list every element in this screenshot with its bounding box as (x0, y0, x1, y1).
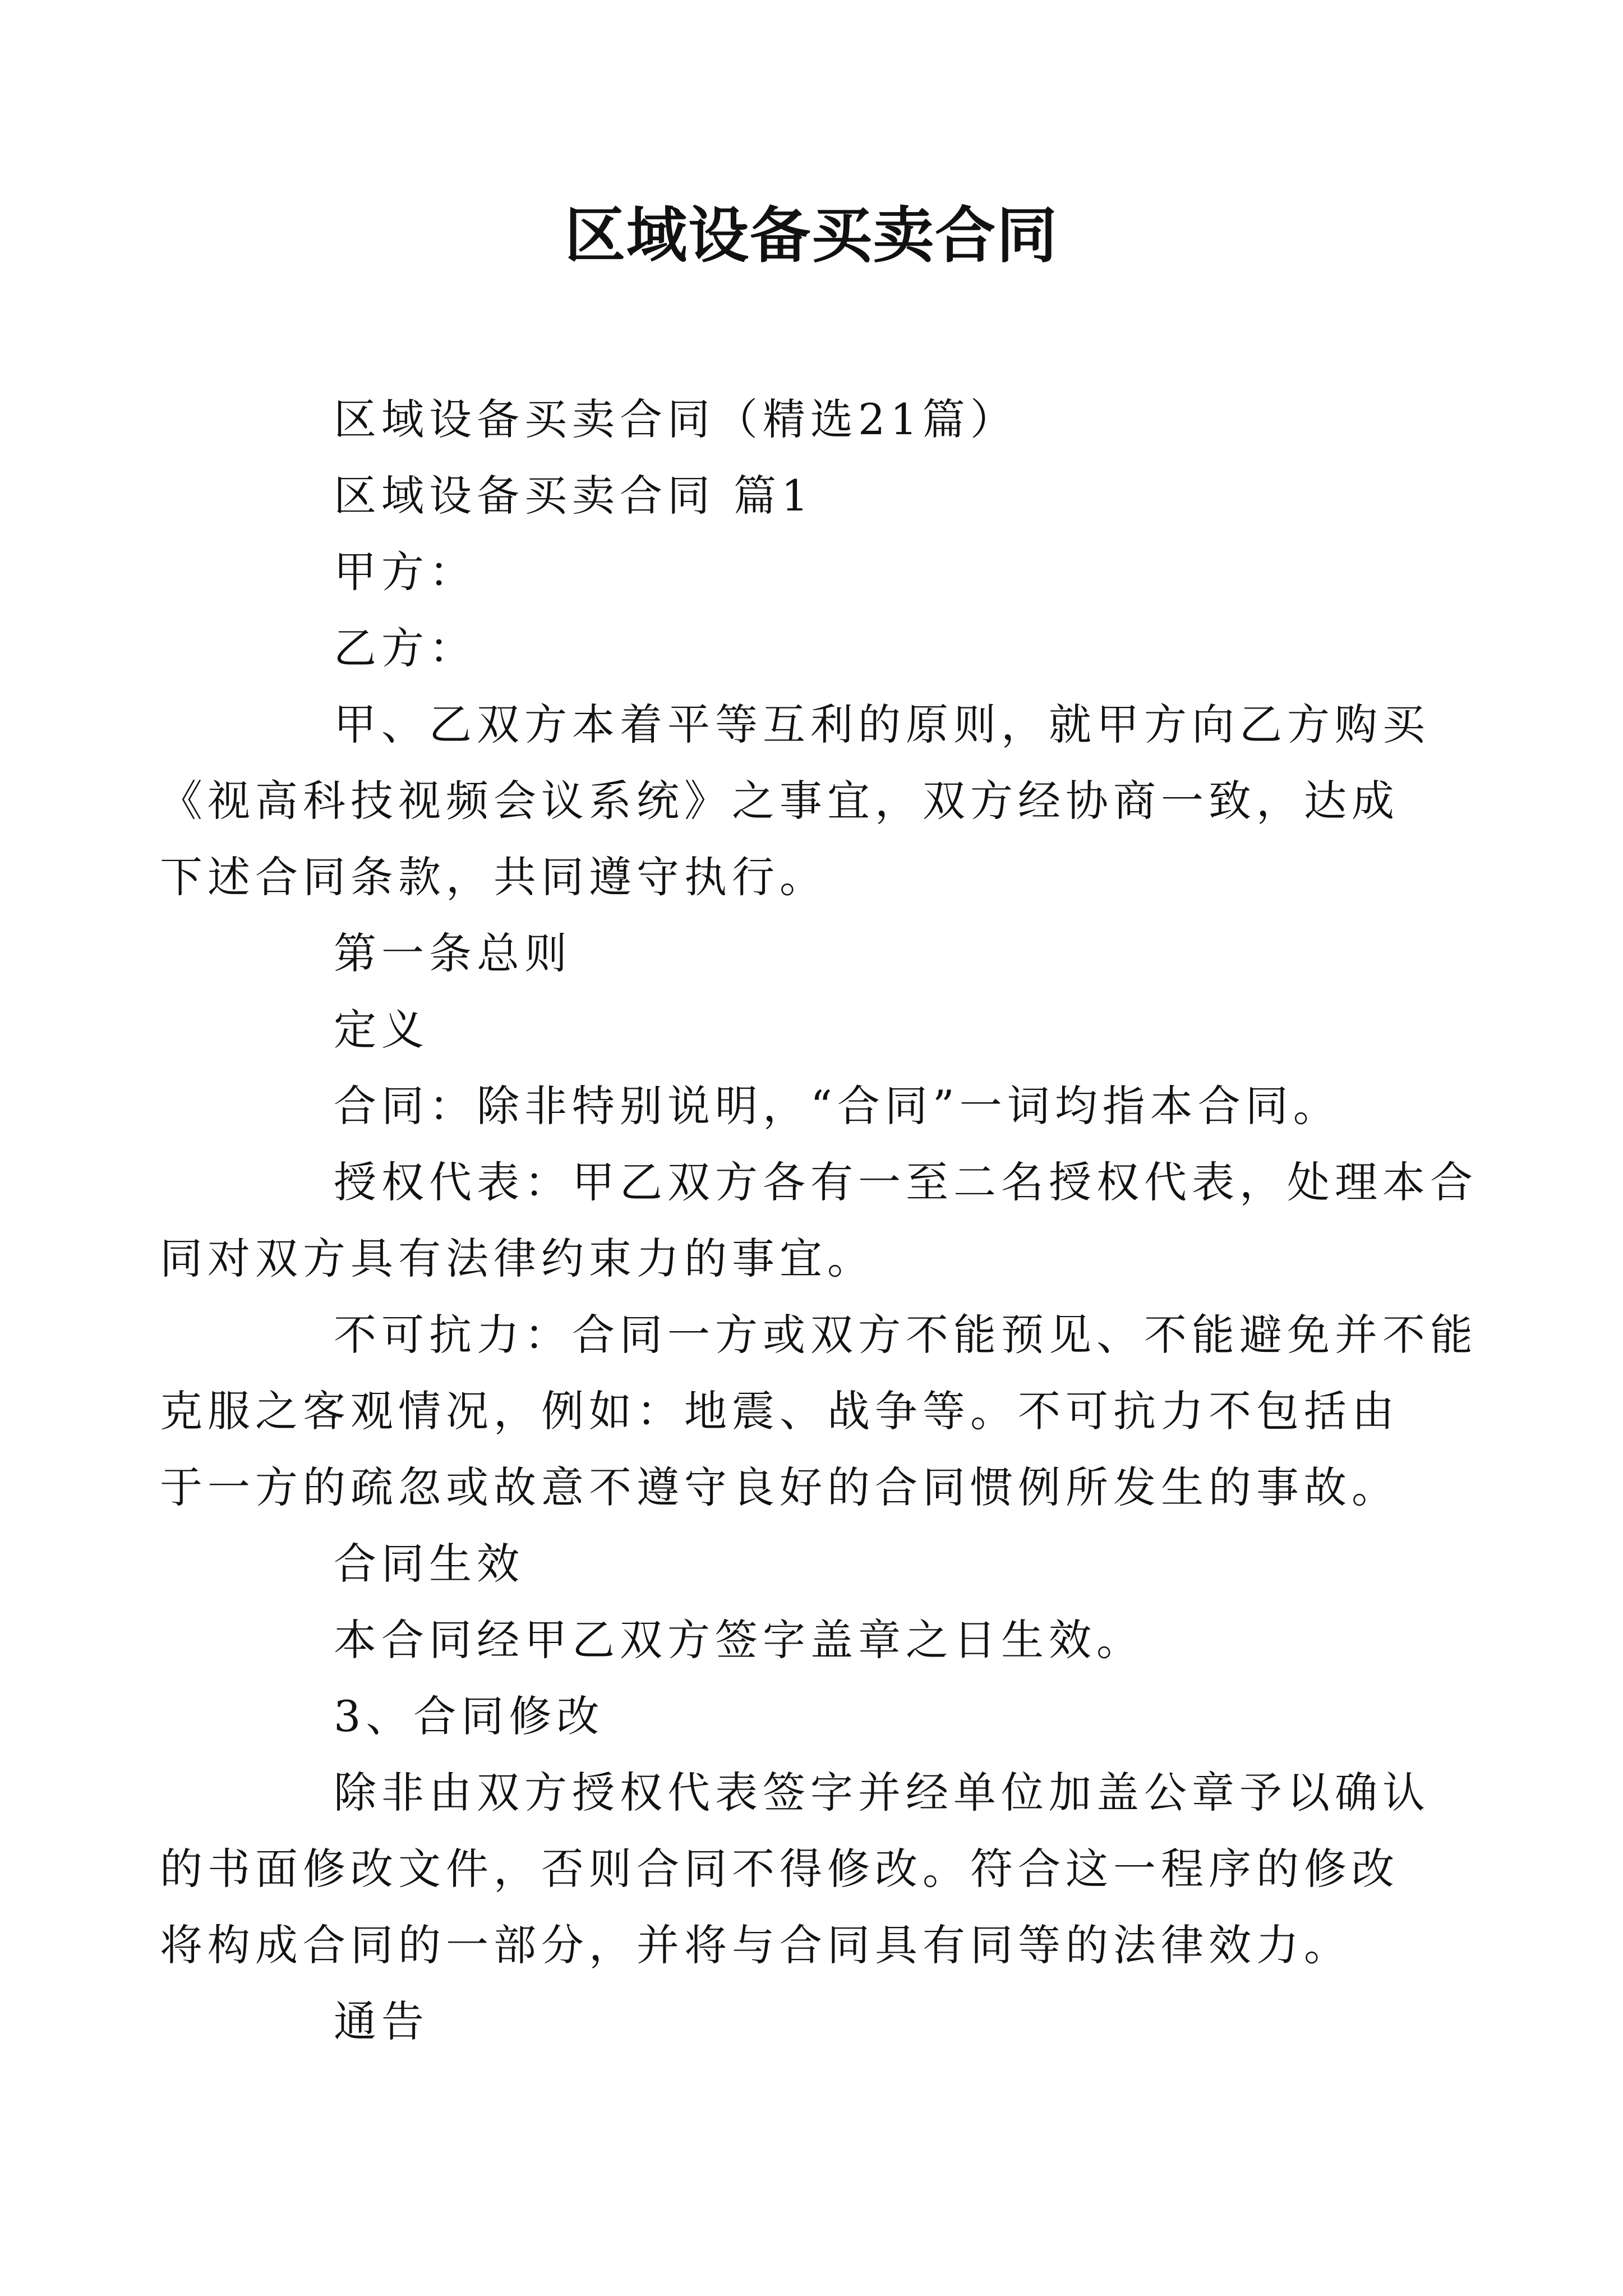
text-line: 区域设备买卖合同 篇1 (334, 471, 814, 521)
text-line: 通告 (334, 1996, 429, 2046)
text-line: 不可抗力：合同一方或双方不能预见、不能避免并不能 (334, 1310, 1478, 1360)
text-line: 同对双方具有法律约束力的事宜。 (160, 1234, 875, 1283)
paragraph-preamble (160, 687, 1430, 915)
text-line: 的书面修改文件，否则合同不得修改。符合这一程序的修改 (160, 1844, 1399, 1894)
paragraph-section-heading (247, 458, 1391, 534)
paragraph-notice-heading (247, 1984, 1391, 2060)
text-line: 3、合同修改 (334, 1691, 605, 1741)
text-line: 克服之客观情况，例如：地震、战争等。不可抗力不包括由 (160, 1386, 1399, 1436)
text-line: 乙方： (334, 623, 477, 673)
text-line: 除非由双方授权代表签字并经单位加盖公章予以确认 (334, 1768, 1430, 1818)
paragraph-contract-definition (247, 1068, 1391, 1144)
text-line: 定义 (334, 1005, 429, 1055)
paragraph-subtitle (247, 381, 1391, 458)
paragraph-effectiveness-heading (247, 1526, 1391, 1602)
text-line: 将构成合同的一部分，并将与合同具有同等的法律效力。 (160, 1920, 1352, 1970)
text-line: 合同生效 (334, 1539, 524, 1589)
text-line: 第一条总则 (334, 928, 572, 978)
text-line: 本合同经甲乙双方签字盖章之日生效。 (334, 1615, 1144, 1665)
paragraph-amendment (160, 1755, 1430, 1984)
paragraph-party-b (247, 610, 1391, 687)
text-line: 于一方的疏忽或故意不遵守良好的合同惯例所发生的事故。 (160, 1462, 1399, 1512)
paragraph-party-a (247, 534, 1391, 610)
paragraph-amendment-heading (247, 1678, 1391, 1755)
document-body (160, 381, 1478, 2060)
text-line: 授权代表：甲乙双方各有一至二名授权代表，处理本合 (334, 1157, 1478, 1207)
paragraph-effectiveness (247, 1602, 1391, 1678)
text-line: 甲方： (334, 547, 477, 597)
paragraph-force-majeure (160, 1297, 1478, 1526)
text-line: 甲、乙双方本着平等互利的原则，就甲方向乙方购买 (334, 700, 1430, 749)
paragraph-article-1 (247, 915, 1391, 992)
text-line: 《视高科技视频会议系统》之事宜，双方经协商一致，达成 (160, 776, 1399, 826)
paragraph-authorized-rep (160, 1144, 1478, 1297)
paragraph-definitions (247, 992, 1391, 1068)
text-line: 下述合同条款，共同遵守执行。 (160, 852, 827, 902)
document-title: 区域设备买卖合同 (564, 200, 1058, 271)
text-line: 区域设备买卖合同（精选21篇） (334, 394, 1018, 444)
text-line: 合同：除非特别说明，“合同”一词均指本合同。 (334, 1081, 1341, 1131)
